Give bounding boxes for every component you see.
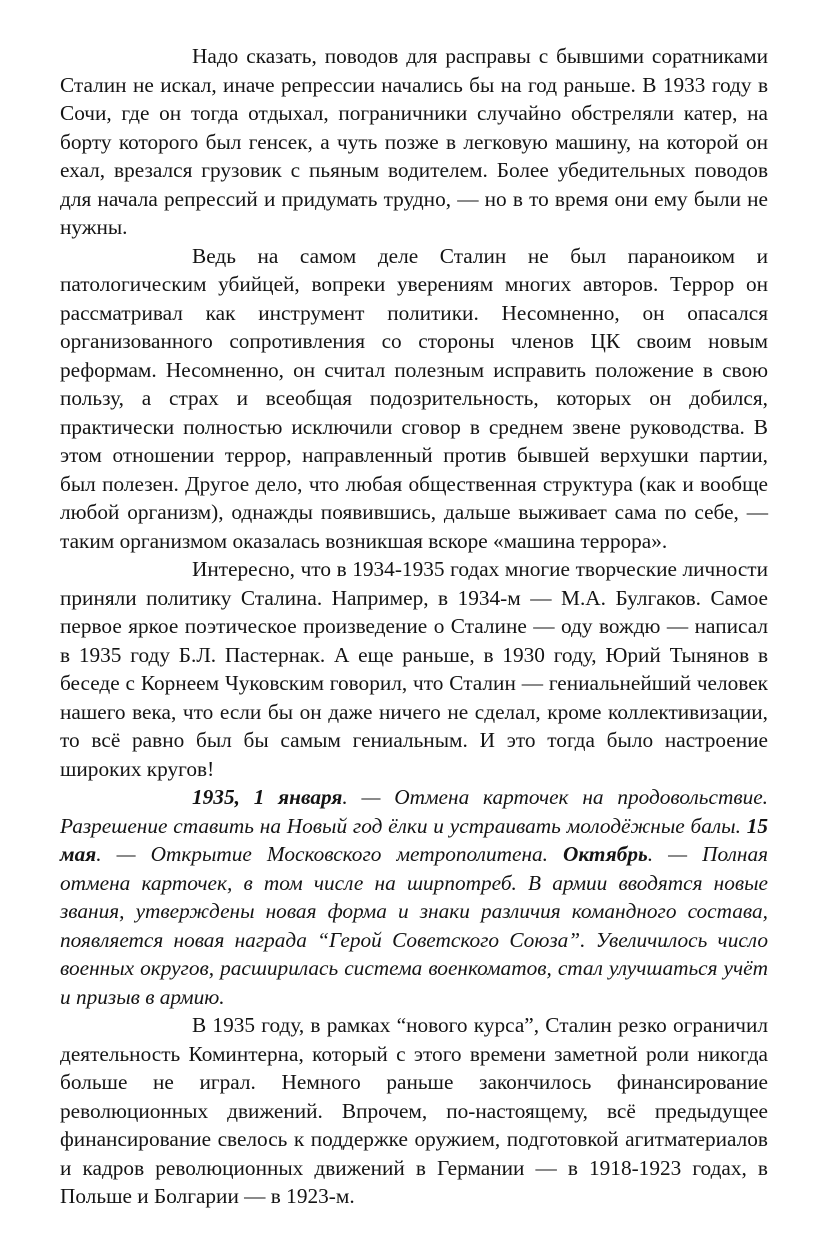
paragraph-1-text: Надо сказать, поводов для расправы с бывшими соратниками Сталин не искал, иначе репрессии начались бы на год раньше. В 1933 году в Сочи, где он тогда отдыхал, пограничники случайно обстреляли катер, на борту которого был генсек, а чуть позже в легковую машину, на которой он ехал, врезался грузовик с пьяным водителем. Более убедительных поводов для начала репрессий и придумать трудно, — но в то время они ему были не нужны. bbox=[60, 44, 768, 239]
chronology-text-2: . — Открытие Московского метрополитена. bbox=[96, 842, 564, 866]
paragraph-3 bbox=[60, 555, 768, 783]
paragraph-5-text: В 1935 году, в рамках “нового курса”, Сталин резко ограничил деятельность Коминтерна, который с этого времени заметной роли никогда больше не играл. Немного раньше закончилось финансирование революционных движений. Впрочем, по-настоящему, всё предыдущее финансирование свелось к поддержке оружием, подготовкой агитматериалов и кадров революционных движений в Германии — в 1918-1923 годах, в Польше и Болгарии — в 1923-м. bbox=[60, 1013, 768, 1208]
date-october: Октябрь bbox=[563, 842, 648, 866]
paragraph-3-text: Интересно, что в 1934-1935 годах многие творческие личности приняли политику Сталина. Например, в 1934-м — М.А. Булгаков. Самое первое яркое поэтическое произведение о Сталине — оду вождю — написал в 1935 году Б.Л. Пастернак. А еще раньше, в 1930 году, Юрий Тынянов в беседе с Корнеем Чуковским говорил, что Сталин — гениальнейший человек нашего века, что если бы он даже ничего не сделал, кроме коллективизации, то всё равно был бы самым гениальным. И это тогда было настроение широких кругов! bbox=[60, 557, 768, 781]
paragraph-2 bbox=[60, 242, 768, 556]
document-page bbox=[60, 42, 768, 1211]
paragraph-2-text: Ведь на самом деле Сталин не был параноиком и патологическим убийцей, вопреки уверениям многих авторов. Террор он рассматривал как инструмент политики. Несомненно, он опасался организованного сопротивления со стороны членов ЦК своим новым реформам. Несомненно, он считал полезным исправить положение в свою пользу, а страх и всеобщая подозрительность, которых он добился, практически полностью исключили сговор в среднем звене руководства. В этом отношении террор, направленный против бывшей верхушки партии, был полезен. Другое дело, что любая общественная структура (как и вообще любой организм), однажды появившись, дальше выживает сама по себе, — таким организмом оказалась возникшая вскоре «машина террора». bbox=[60, 243, 768, 553]
date-jan-1-1935: 1935, 1 января bbox=[192, 785, 343, 809]
date-may-15: 15 мая bbox=[60, 813, 768, 866]
chronology-paragraph bbox=[60, 783, 768, 1011]
paragraph-5 bbox=[60, 1011, 768, 1211]
chronology-text-1: . — Отмена карточек на продовольствие. Разрешение ставить на Новый год ёлки и устраивать молодёжные балы. bbox=[60, 785, 768, 838]
paragraph-1 bbox=[60, 42, 768, 242]
chronology-text-3: . — Полная отмена карточек, в том числе на ширпотреб. В армии вводятся новые звания, утверждены новая форма и знаки различия командного состава, появляется новая награда “Герой Советского Союза”. Увеличилось число военных округов, расширилась система военкоматов, стал улучшаться учёт и призыв в армию. bbox=[60, 842, 768, 1009]
